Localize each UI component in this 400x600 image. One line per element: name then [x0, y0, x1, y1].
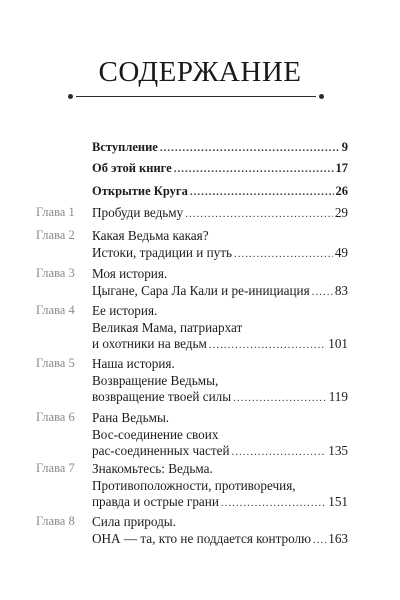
entry-title: и охотники на ведьм	[92, 336, 207, 351]
page-number: 9	[341, 140, 348, 154]
chapter-text	[92, 266, 348, 300]
chapter-title-line: Возвращение Ведьмы,	[92, 372, 219, 388]
chapter-label: Глава 6	[36, 410, 75, 424]
chapter-title-line: Противоположности, противоречия,	[92, 477, 296, 493]
page-number: 26	[335, 184, 348, 198]
toc-leader-line	[92, 531, 348, 549]
page-number: 17	[335, 161, 348, 175]
dot-leader	[221, 495, 326, 512]
chapter-text	[92, 356, 348, 407]
entry-title: рас-соединенных частей	[92, 443, 230, 458]
chapter-title-line: Знакомьтесь: Ведьма.	[92, 461, 213, 476]
dot-leader	[190, 184, 334, 201]
entry-text	[92, 139, 348, 157]
page-number: 29	[334, 205, 348, 220]
entry-title: Истоки, традиции и путь	[92, 244, 233, 260]
chapter-text	[92, 228, 348, 262]
entry-title: Пробуди ведьму	[92, 205, 184, 220]
toc-leader-line	[92, 139, 348, 157]
entry-title: ОНА — та, кто не поддается контролю	[92, 530, 311, 546]
chapter-label: Глава 4	[36, 303, 75, 317]
dot-leader	[233, 390, 327, 407]
chapter-title-line: Наша история.	[92, 356, 175, 371]
chapter-title-line: Какая Ведьма какая?	[92, 228, 209, 243]
chapter-label: Глава 8	[36, 514, 75, 528]
page-number: 49	[334, 244, 348, 260]
page-title: СОДЕРЖАНИЕ	[98, 56, 302, 88]
page-number: 135	[328, 443, 348, 458]
entry-text	[92, 183, 348, 201]
page-number: 151	[328, 494, 348, 509]
chapter-text	[92, 461, 348, 512]
dot-leader	[232, 444, 327, 461]
dot-leader	[312, 284, 333, 301]
chapter-title-line: Моя история.	[92, 266, 168, 281]
dot-leader	[234, 246, 333, 263]
toc-leader-line	[92, 389, 348, 407]
chapter-text	[92, 514, 348, 548]
chapter-title-line: Ее история.	[92, 303, 158, 318]
toc-leader-line	[92, 283, 348, 301]
dot-leader	[160, 140, 340, 157]
entry-title: Вступление	[92, 140, 158, 154]
toc-leader-line	[92, 183, 348, 201]
chapter-title-line: Вос-соединение своих	[92, 426, 219, 442]
dot-leader	[313, 532, 326, 549]
chapter-label: Глава 3	[36, 266, 75, 280]
page-number: 83	[334, 282, 348, 298]
dot-leader	[209, 337, 326, 354]
chapter-text	[92, 410, 348, 461]
chapter-text	[92, 303, 348, 354]
entry-title: Об этой книге	[92, 161, 172, 175]
entry-title: Открытие Круга	[92, 184, 188, 198]
toc-leader-line	[92, 245, 348, 263]
chapter-label: Глава 1	[36, 205, 75, 219]
page-number: 163	[328, 530, 348, 546]
chapter-title-line: Рана Ведьмы.	[92, 410, 170, 425]
toc-leader-line	[92, 443, 348, 461]
chapter-text	[92, 205, 348, 223]
chapter-label: Глава 5	[36, 356, 75, 370]
dot-leader	[185, 206, 333, 223]
toc-leader-line	[92, 205, 348, 223]
entry-title: возвращение твоей силы	[92, 389, 232, 404]
toc-leader-line	[92, 160, 348, 178]
dot-leader	[174, 161, 334, 178]
chapter-label: Глава 2	[36, 228, 75, 242]
chapter-label: Глава 7	[36, 461, 75, 475]
entry-title: Цыгане, Сара Ла Кали и ре-инициация	[92, 282, 310, 298]
page-number: 101	[328, 336, 348, 351]
toc-leader-line	[92, 336, 348, 354]
page-number: 119	[328, 389, 348, 404]
chapter-title-line: Сила природы.	[92, 514, 176, 529]
toc-leader-line	[92, 494, 348, 512]
chapter-title-line: Великая Мама, патриархат	[92, 319, 243, 335]
entry-title: правда и острые грани	[92, 494, 219, 509]
entry-text	[92, 160, 348, 178]
